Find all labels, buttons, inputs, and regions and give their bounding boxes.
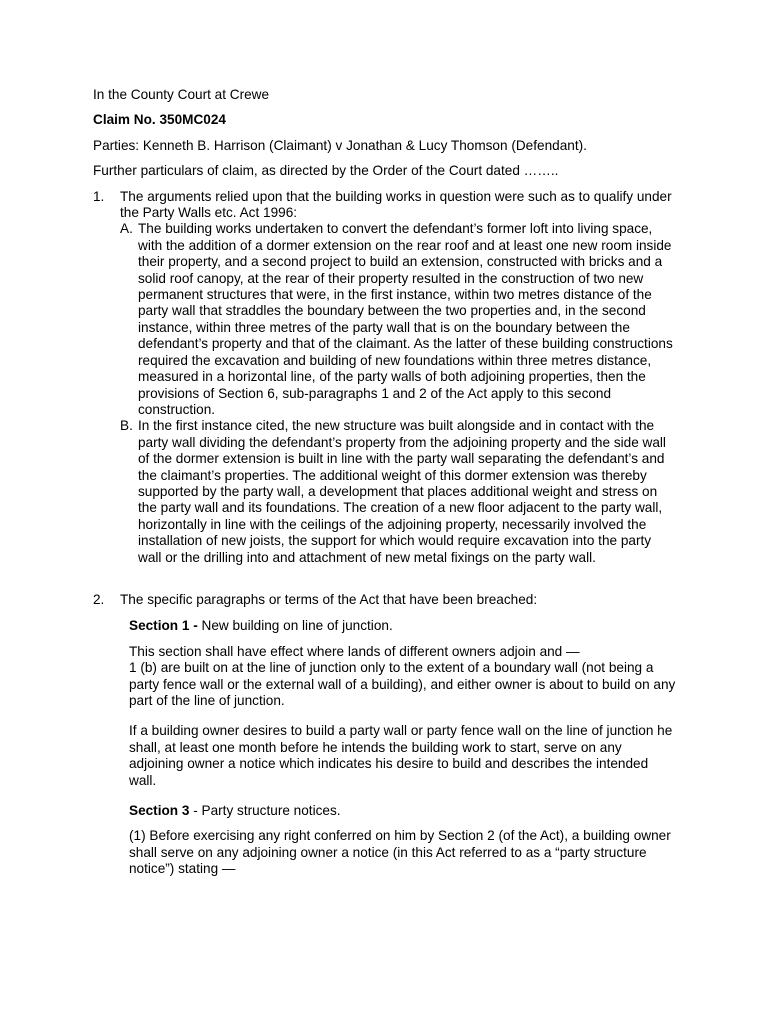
- subitem-label: A.: [120, 221, 133, 237]
- item-2-text: The specific paragraphs or terms of the Act that have been breached:: [120, 591, 538, 607]
- numbered-item-2: [93, 592, 678, 878]
- claim-number: Claim No. 350MC024: [93, 112, 226, 128]
- item-number: 2.: [93, 591, 105, 607]
- section-3-subtitle: - Party structure notices.: [189, 803, 341, 819]
- section-3-title: Section 3: [129, 803, 190, 819]
- subitem-label: B.: [120, 418, 133, 434]
- subitem-a-text: The building works undertaken to convert the defendant’s former loft into living space, with the addition of a dormer extension on the rear roof and at least one new room inside their property, and a second project to build an extension, constructed with bricks and a solid roof canopy, at the rear of their property resulted in the construction of two new permanent structures that were, in the first instance, within two metres distance of the party wall that straddles the boundary between the two properties and, in the second instance, within three metres of the party wall that is on the boundary between the defendant’s property and that of the claimant. As the latter of these building constructions required the excavation and building of new foundations within three metres distance, measured in a horizontal line, of the party walls of both adjoining properties, then the provisions of Section 6, sub-paragraphs 1 and 2 of the Act apply to this second construction.: [138, 221, 673, 417]
- item-number: 1.: [93, 188, 105, 204]
- numbered-item-1: [93, 189, 678, 566]
- section-1-para-2: If a building owner desires to build a party wall or party fence wall on the line of junction he shall, at least one month before he intends the building work to start, serve on any adjoining owner a notice which indicates his desire to build and describes the intended wall.: [129, 723, 673, 788]
- section-3-para-1: (1) Before exercising any right conferred on him by Section 2 (of the Act), a building owner shall serve on any adjoining owner a notice (in this Act referred to as a “party structure notice”) stating —: [129, 828, 671, 877]
- further-particulars-line: Further particulars of claim, as directed by the Order of the Court dated ……..: [93, 163, 559, 179]
- section-1-heading: [129, 618, 678, 634]
- item-1-text: The arguments relied upon that the building works in question were such as to qualify under the Party Walls etc. Act 1996:: [120, 188, 672, 221]
- section-1-block: [120, 618, 678, 877]
- section-1-para-intro: This section shall have effect where lands of different owners adjoin and —: [129, 643, 580, 659]
- parties-line: Parties: Kenneth B. Harrison (Claimant) v Jonathan & Lucy Thomson (Defendant).: [93, 137, 587, 153]
- item-1-subitems: [120, 221, 678, 566]
- document-page: [93, 87, 678, 887]
- subitem-a: [120, 221, 678, 418]
- subitem-b: [120, 418, 678, 566]
- section-1-para-1b: 1 (b) are built on at the line of junction only to the extent of a boundary wall (not being a party fence wall or the external wall of a building), and either owner is about to build on any part of the line of junction.: [129, 660, 676, 708]
- subitem-b-text: In the first instance cited, the new structure was built alongside and in contact with the party wall dividing the defendant’s property from the adjoining property and the side wall of the dormer extension is built in line with the party wall separating the defendant’s and the claimant’s properties. The additional weight of this dormer extension was thereby supported by the party wall, a development that places additional weight and stress on the party wall and its foundations. The creation of a new floor adjacent to the party wall, horizontally in line with the ceilings of the adjoining property, necessarily involved the installation of new joists, the support for which would require excavation into the party wall or the drilling into and attachment of new metal fixings on the party wall.: [138, 418, 666, 565]
- court-name: In the County Court at Crewe: [93, 87, 270, 102]
- section-1-title: Section 1 -: [129, 618, 198, 634]
- section-3-heading: [129, 803, 678, 819]
- section-1-subtitle: New building on line of junction.: [197, 618, 393, 634]
